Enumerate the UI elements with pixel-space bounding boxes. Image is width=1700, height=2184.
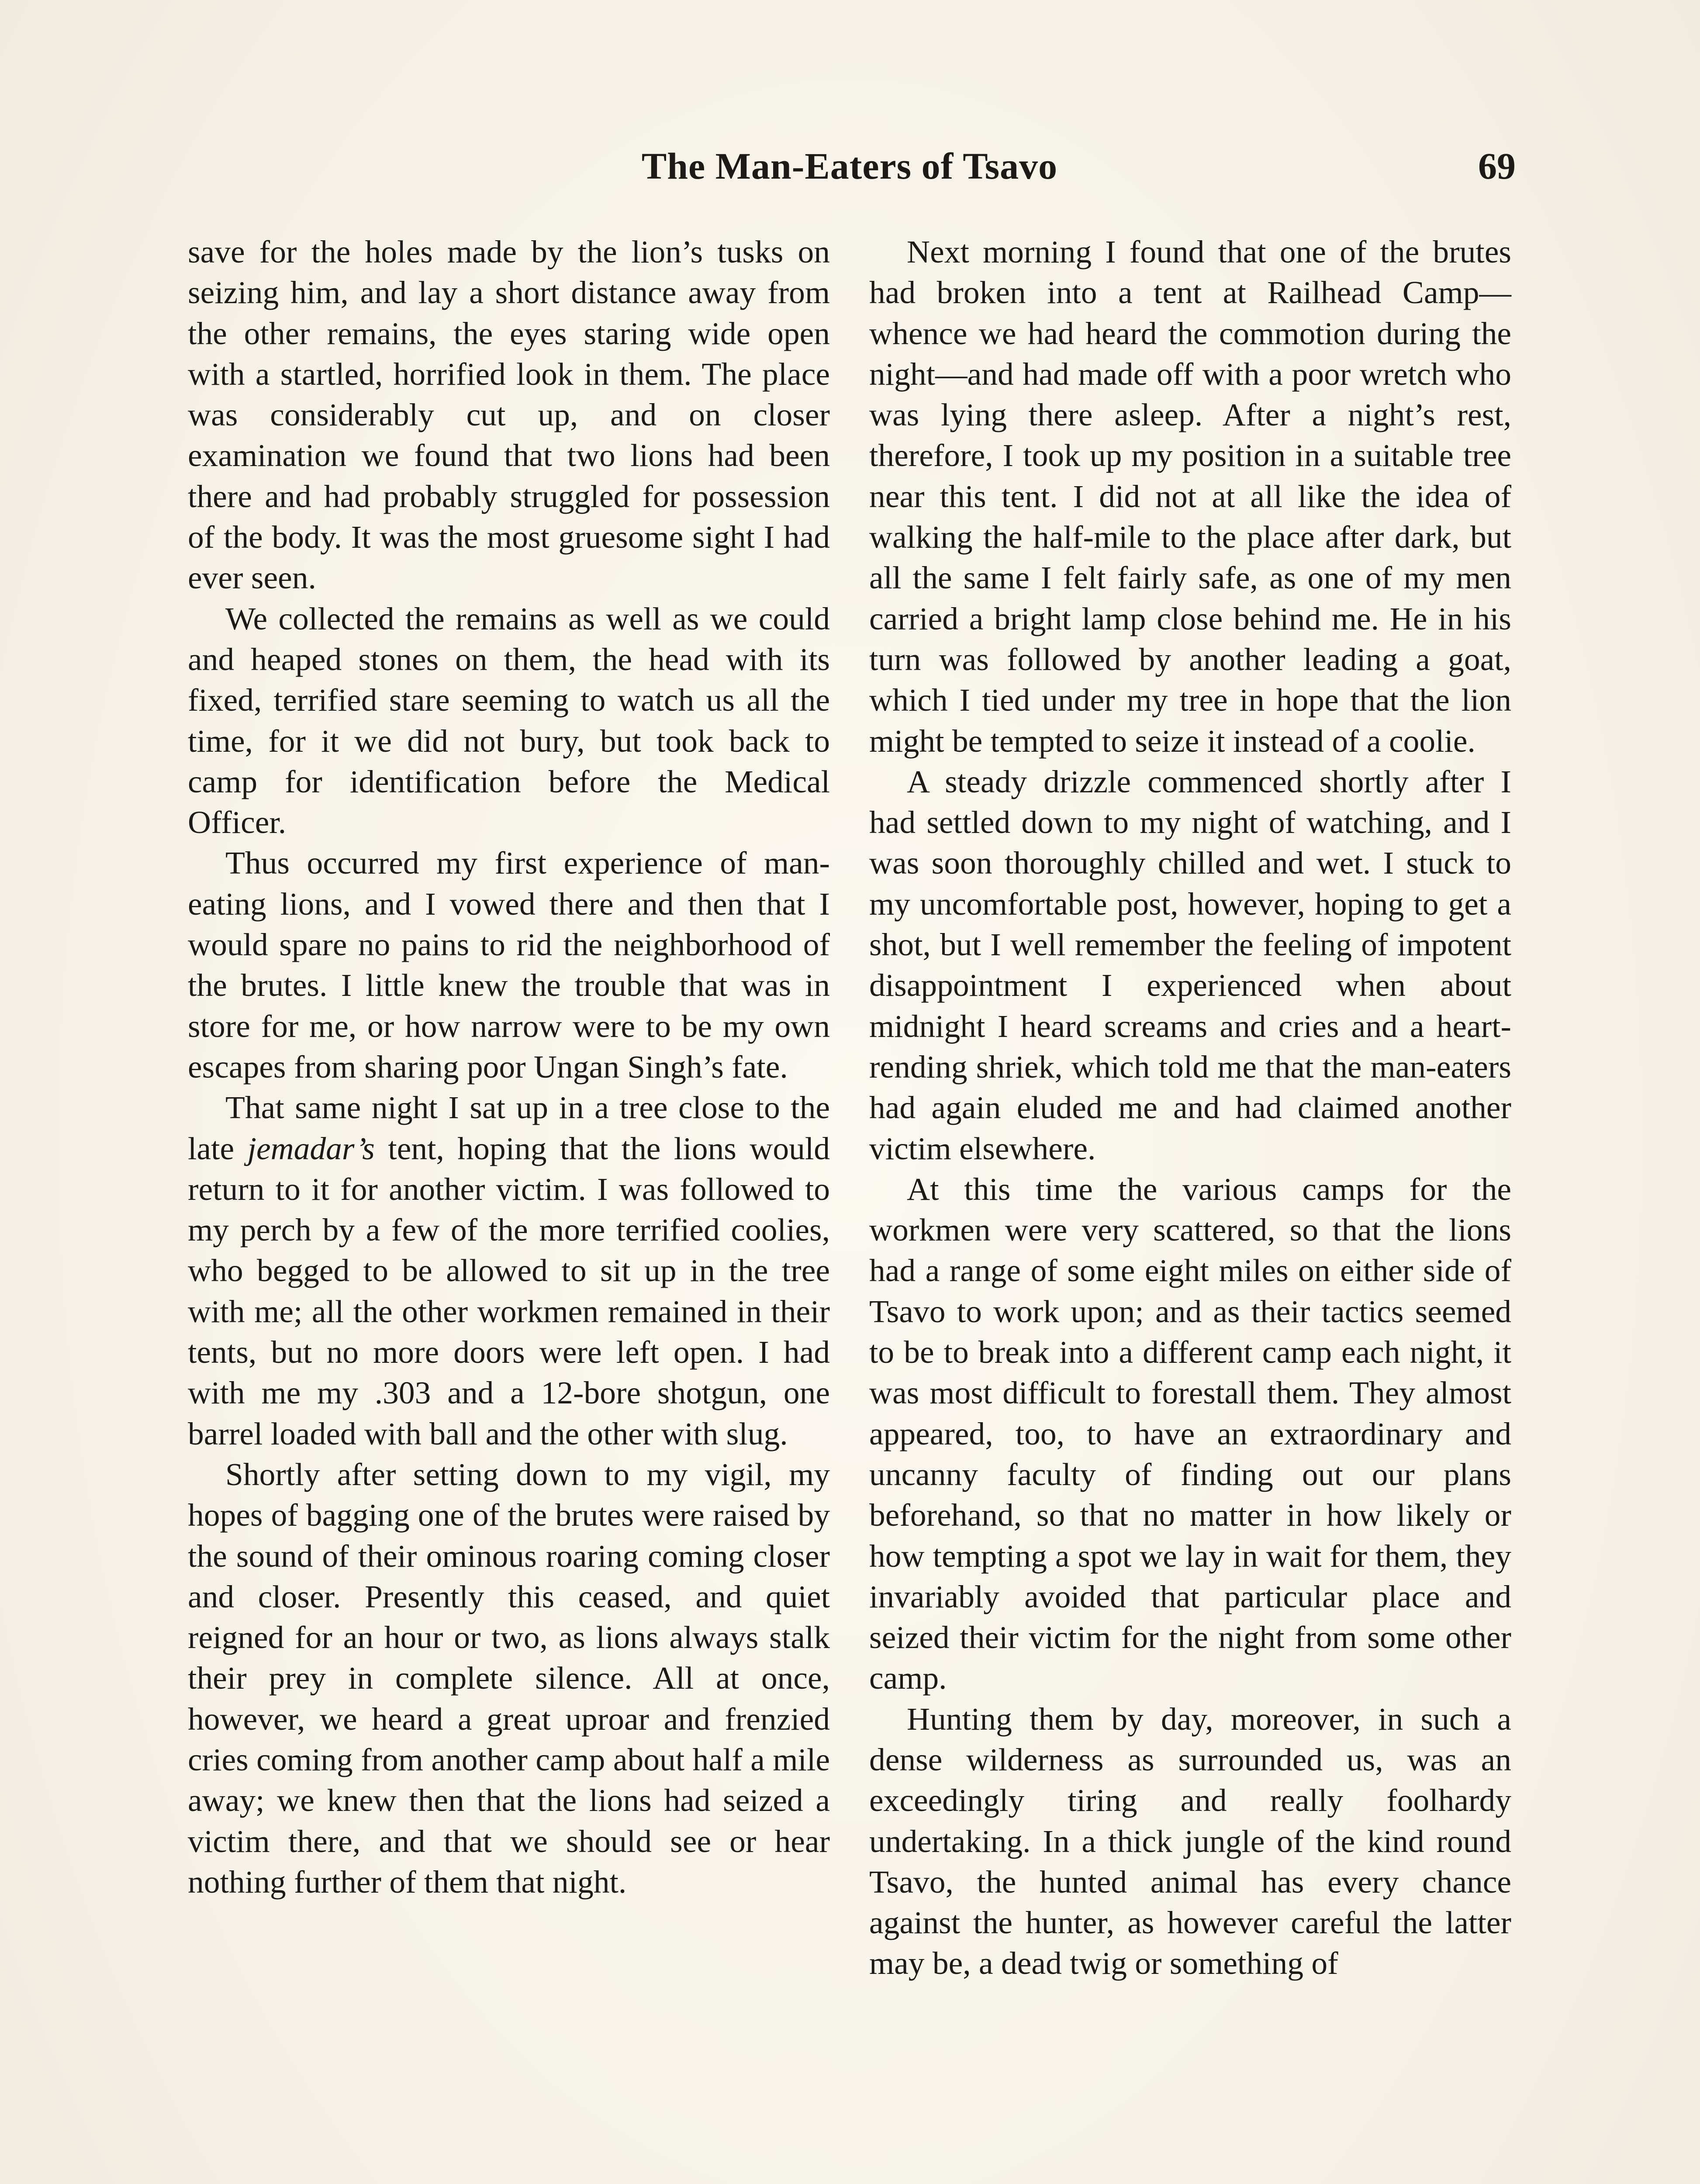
text-run: That same night I sat up in a tree close to the late	[188, 1090, 830, 1166]
text-run: tent, hoping that the lions would return to it for another victim. I was followed to my perch by a few of the more terrified coolies, who begged to be allowed to sit up in the tree with me; all the other workmen remained in their tents, but no more doors were left open. I had with me my .303 and a 12-bore shotgun, one barrel loaded with ball and the other with slug.	[188, 1130, 830, 1451]
right-column	[869, 232, 1511, 1984]
italic-term: jemadar’s	[247, 1130, 375, 1166]
paragraph: Hunting them by day, moreover, in such a dense wilderness as surrounded us, was an exceedingly tiring and really foolhardy undertaking. In a thick jungle of the kind round Tsavo, the hunted animal has every chance against the hunter, as however careful the latter may be, a dead twig or something of	[869, 1701, 1511, 1981]
paragraph: We collected the remains as well as we could and heaped stones on them, the head with its fixed, terrified stare seeming to watch us all the time, for it we did not bury, but took back to camp for identification before the Medical Officer.	[188, 601, 830, 840]
paragraph: save for the holes made by the lion’s tusks on seizing him, and lay a short distance away from the other remains, the eyes staring wide open with a startled, horrified look in them. The place was considerably cut up, and on closer examination we found that two lions had been there and had probably struggled for possession of the body. It was the most gruesome sight I had ever seen.	[188, 234, 830, 596]
paragraph: Thus occurred my first experience of man-eating lions, and I vowed there and then that I would spare no pains to rid the neighborhood of the brutes. I little knew the trouble that was in store for me, or how narrow were to be my own escapes from sharing poor Ungan Singh’s fate.	[188, 845, 830, 1085]
page-number: 69	[1478, 145, 1516, 187]
paragraph	[188, 1087, 830, 1454]
paragraph: Next morning I found that one of the brutes had broken into a tent at Railhead Camp—whence we had heard the commotion during the night—and had made off with a poor wretch who was lying there asleep. After a night’s rest, therefore, I took up my position in a suitable tree near this tent. I did not at all like the idea of walking the half-mile to the place after dark, but all the same I felt fairly safe, as one of my men carried a bright lamp close behind me. He in his turn was followed by another leading a goat, which I tied under my tree in hope that the lion might be tempted to seize it instead of a coolie.	[869, 234, 1511, 759]
left-column	[188, 232, 830, 1902]
paragraph: A steady drizzle commenced shortly after I had settled down to my night of watching, and I was soon thoroughly chilled and wet. I stuck to my uncomfortable post, however, hoping to get a shot, but I well remember the feeling of impotent disappointment I experienced when about midnight I heard screams and cries and a heart-rending shriek, which told me that the man-eaters had again eluded me and had claimed another victim elsewhere.	[869, 764, 1511, 1166]
paragraph: Shortly after setting down to my vigil, my hopes of bagging one of the brutes were raised by the sound of their ominous roaring coming closer and closer. Presently this ceased, and quiet reigned for an hour or two, as lions always stalk their prey in complete silence. All at once, however, we heard a great uproar and frenzied cries coming from another camp about half a mile away; we knew then that the lions had seized a victim there, and that we should see or hear nothing further of them that night.	[188, 1456, 830, 1900]
page-header	[183, 144, 1516, 205]
running-title: The Man-Eaters of Tsavo	[641, 145, 1058, 187]
paragraph: At this time the various camps for the workmen were very scattered, so that the lions had a range of some eight miles on either side of Tsavo to work upon; and as their tactics seemed to be to break into a different camp each night, it was most difficult to forestall them. They almost appeared, too, to have an extraordinary and uncanny faculty of finding out our plans beforehand, so that no matter in how likely or how tempting a spot we lay in wait for them, they invariably avoided that particular place and seized their victim for the night from some other camp.	[869, 1171, 1511, 1696]
